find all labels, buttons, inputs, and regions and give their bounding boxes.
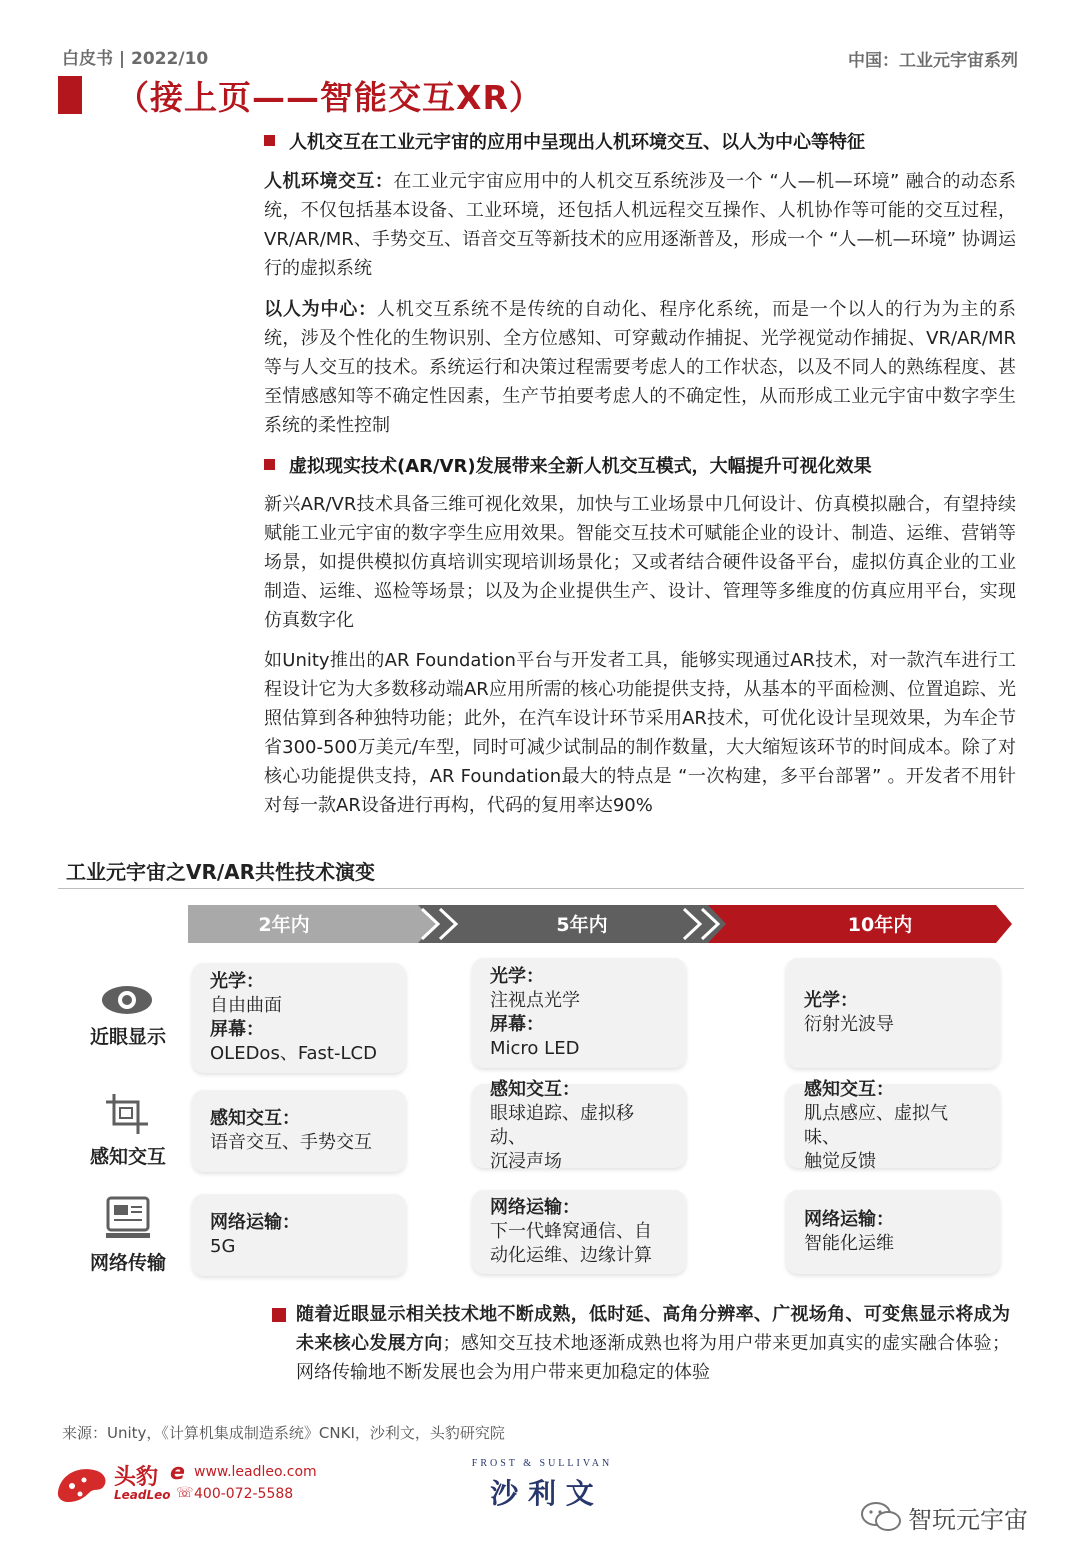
page-title: （接上页——智能交互XR）	[116, 78, 543, 117]
bullet-square-icon	[264, 135, 275, 146]
card-network-10y: 网络运输： 智能化运维	[786, 1190, 1000, 1274]
section1-paragraph-1: 人机环境交互：在工业元宇宙应用中的人机交互系统涉及一个 “人—机—环境” 融合的动态系统，不仅包括基本设备、工业环境，还包括人机远程交互操作、人机协作等可能的交互过程，VR/AR/MR、手势交互、语音交互等新技术的应用逐渐普及，形成一个 “人—机—环境” 协调运行的虚拟系统	[264, 171, 1017, 279]
section2-heading: 虚拟现实技术(AR/VR)发展带来全新人机交互模式，大幅提升可视化效果	[264, 452, 872, 478]
wechat-icon	[860, 1500, 902, 1534]
frost-sullivan-en: FROST & SULLIVAN	[471, 1458, 613, 1469]
e-logo-icon: e	[170, 1460, 185, 1485]
bullet-square-icon	[272, 1308, 286, 1322]
timeline-label-2y: 2年内	[258, 914, 310, 936]
section1-paragraph-2: 以人为中心：人机交互系统不是传统的自动化、程序化系统，而是一个以人的行为为主的系统，涉及个性化的生物识别、全方位感知、可穿戴动作捕捉、光学视觉动作捕捉、VR/AR/MR等与人交互的技术。系统运行和决策过程需要考虑人的工作状态，以及不同人的熟练程度、甚至情感感知等不确定性因素，生产节拍要考虑人的不确定性，从而形成工业元宇宙中数字孪生系统的柔性控制	[264, 299, 1017, 436]
crop-frame-icon	[104, 1092, 152, 1136]
header-doc-type: 白皮书 | 2022/10	[62, 49, 209, 69]
section2-paragraph-2: 如Unity推出的AR Foundation平台与开发者工具，能够实现通过AR技术，对一款汽车进行工程设计它为大多数移动端AR应用所需的核心功能提供支持，从基本的平面检测、位置追踪、光照估算到各种独特功能；此外，在汽车设计环节采用AR技术，可优化设计呈现效果，为车企节省300-500万美元/车型，同时可减少试制品的制作数量，大大缩短该环节的时间成本。除了对核心功能提供支持，AR Foundation最大的特点是 “一次构建，多平台部署” 。开发者不用针对每一款AR设备进行再构，代码的复用率达90%	[264, 650, 1016, 816]
row-label-network: 网络传输	[89, 1252, 166, 1274]
wechat-account-name: 智玩元宇宙	[908, 1506, 1028, 1534]
timeline-label-10y: 10年内	[847, 914, 913, 936]
source-note: 来源：Unity，《计算机集成制造系统》CNKI，沙利文，头豹研究院	[62, 1424, 505, 1442]
website-link[interactable]: www.leadleo.com	[194, 1464, 317, 1480]
leopard-logo-icon	[54, 1462, 110, 1506]
section1-heading: 人机交互在工业元宇宙的应用中呈现出人机环境交互、以人为中心等特征	[264, 128, 865, 154]
card-interaction-5y: 感知交互： 眼球追踪、虚拟移动、 沉浸声场	[472, 1084, 686, 1168]
card-interaction-10y: 感知交互： 肌点感应、虚拟气味、 触觉反馈	[786, 1084, 1000, 1168]
card-display-5y: 光学： 注视点光学 屏幕： Micro LED	[472, 958, 686, 1068]
card-display-2y: 光学： 自由曲面 屏幕： OLEDos、Fast-LCD	[192, 963, 406, 1073]
section2-paragraph-1: 新兴AR/VR技术具备三维可视化效果，加快与工业场景中几何设计、仿真模拟融合，有望持续赋能工业元宇宙的数字孪生应用效果。智能交互技术可赋能企业的设计、制造、运维、营销等场景，如提供模拟仿真培训实现培训场景化；又或者结合硬件设备平台，虚拟仿真企业的工业制造、运维、巡检等场景；以及为企业提供生产、设计、管理等多维度的仿真应用平台，实现仿真数字化	[264, 494, 1016, 631]
conclusion-text: 随着近眼显示相关技术地不断成熟，低时延、高角分辨率、广视场角、可变焦显示将成为未来核心发展方向；感知交互技术地逐渐成熟也将为用户带来更加真实的虚实融合体验；网络传输地不断发展也会为用户带来更加稳定的体验	[296, 1304, 1011, 1383]
timeline-label-5y: 5年内	[556, 914, 608, 936]
timeline	[188, 903, 1014, 945]
card-display-10y: 光学： 衍射光波导	[786, 958, 1000, 1068]
chart-title: 工业元宇宙之VR/AR共性技术演变	[66, 860, 376, 884]
row-label-display: 近眼显示	[89, 1026, 166, 1048]
phone-icon: ☏	[176, 1485, 194, 1501]
frost-sullivan-cn: 沙 利 文	[490, 1477, 594, 1510]
card-interaction-2y: 感知交互： 语音交互、手势交互	[192, 1090, 406, 1172]
header-series: 中国：工业元宇宙系列	[848, 51, 1018, 71]
eye-icon	[100, 980, 154, 1020]
leadleo-logo: 头豹 LeadLeo e www.leadleo.com ☏ 400-072-5588	[54, 1460, 354, 1510]
card-network-5y: 网络运输： 下一代蜂窝通信、自 动化运维、边缘计算	[472, 1190, 686, 1274]
title-accent-bar	[58, 76, 82, 114]
phone-number: 400-072-5588	[194, 1486, 294, 1502]
computer-icon	[104, 1196, 152, 1240]
timeline-segment-2y	[188, 905, 446, 943]
row-label-interaction: 感知交互	[89, 1146, 166, 1168]
chart-divider	[58, 888, 1024, 889]
card-network-2y: 网络运输： 5G	[192, 1194, 406, 1276]
bullet-square-icon	[264, 459, 275, 470]
